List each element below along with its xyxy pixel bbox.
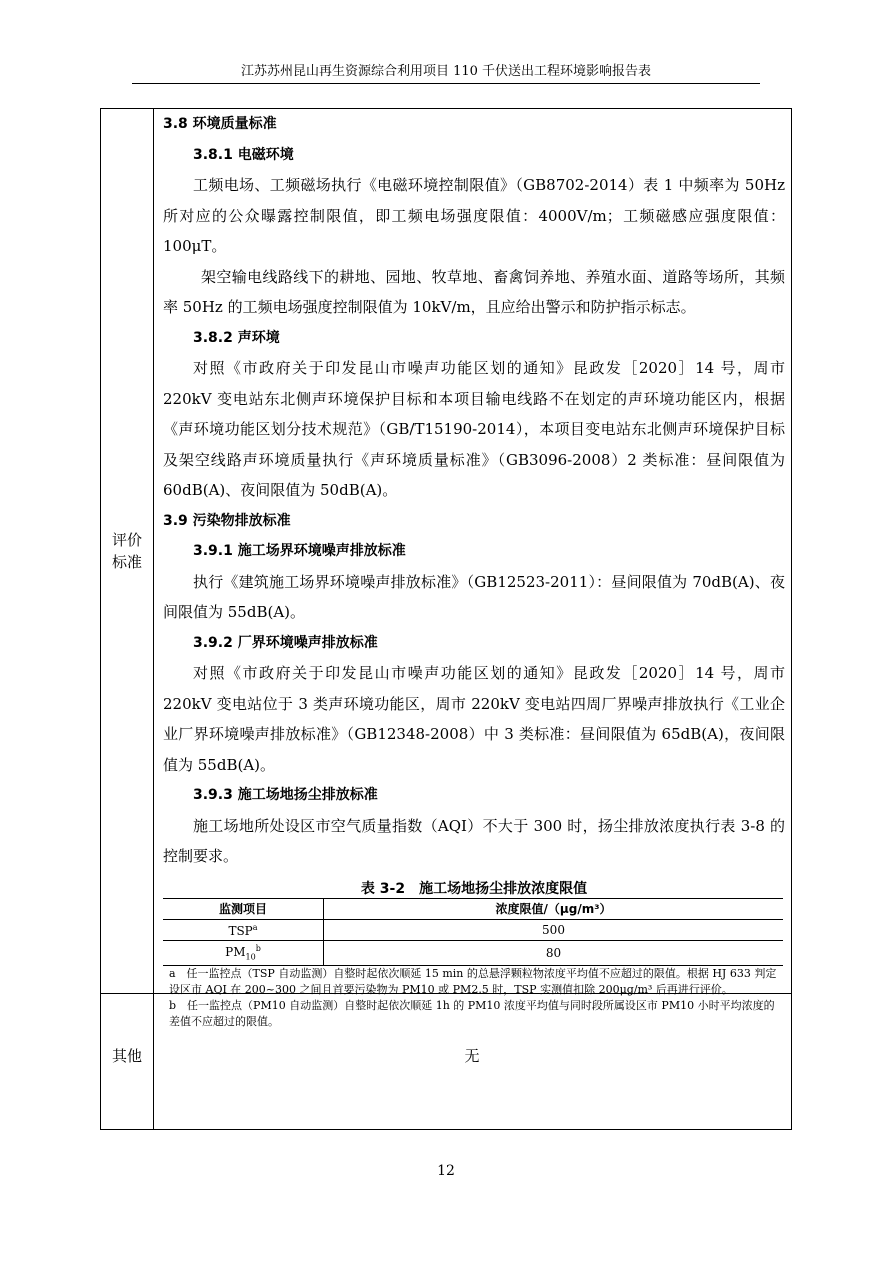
note-a: a 任一监控点（TSP 自动监测）自整时起依次顺延 15 min 的总悬浮颗粒物浓度平均值不应超过的限值。根据 HJ 633 判定设区市 AQI 在 200~300 之间且首要污染物为 PM10 或 PM2.5 时，TSP 实测值扣除 200μg/m³ 后再进行评价。 [169,966,777,996]
heading-3-9: 3.9 污染物排放标准 [163,512,291,529]
heading-3-9-2: 3.9.2 厂界环境噪声排放标准 [193,634,378,651]
other-value: 无 [464,1047,480,1065]
cell-value: 500 [324,919,784,940]
page-number: 12 [437,1163,455,1179]
label-evaluation-standard [101,529,153,573]
para-3-9-3: 施工场地所处设区市空气质量指数（AQI）不大于 300 时，扬尘排放浓度执行表 3-8 的控制要求。 [163,816,785,865]
cell-item: TSP$^a$ [163,919,324,940]
para-3-9-1: 执行《建筑施工场界环境噪声排放标准》（GB12523-2011）：昼间限值为 70dB(A)、夜间限值为 55dB(A)。 [163,572,785,621]
para-3-8-1-a: 工频电场、工频磁场执行《电磁环境控制限值》（GB8702-2014）表 1 中频率为 50Hz 所对应的公众曝露控制限值，即工频电场强度限值：4000V/m；工频磁感应强度限值：100μT。 [163,176,785,255]
table-row [163,919,783,940]
heading-3-9-1: 3.9.1 施工场界环境噪声排放标准 [193,543,406,559]
heading-3-9-3: 3.9.3 施工场地扬尘排放标准 [193,787,378,803]
cell-item: $PM_{10}^b$ [163,940,324,965]
para-3-8-1-b: 架空输电线路线下的耕地、园地、牧草地、畜禽饲养地、养殖水面、道路等场所，其频率 50Hz 的工频电场强度控制限值为 10kV/m，且应给出警示和防护指示标志。 [163,267,785,316]
table-caption: 表 3-2 施工场地扬尘排放浓度限值 [360,880,588,897]
evaluation-content [163,109,785,1030]
para-3-9-2: 对照《市政府关于印发昆山市噪声功能区划的通知》昆政发［2020］14 号，周市 220kV 变电站位于 3 类声环境功能区，周市 220kV 变电站四周厂界噪声排放执行《工业企业厂界环境噪声排放标准》（GB12348-2008）中 3 类标准：昼间限值为 65dB(A)，夜间限值为 55dB(A)。 [163,664,785,774]
dust-limit-table [163,898,783,966]
col-header-limit: 浓度限值/（μg/m³） [324,898,784,919]
table-header-row [163,898,783,919]
label-eval-line2: 标准 [111,553,142,571]
label-eval-line1: 评价 [111,531,142,549]
heading-3-8: 3.8 环境质量标准 [163,116,277,132]
label-other: 其他 [111,1047,142,1065]
page-header: 江苏苏州昆山再生资源综合利用项目 110 千伏送出工程环境影响报告表 [132,64,760,84]
table-row [163,940,783,965]
note-b: b 任一监控点（PM10 自动监测）自整时起依次顺延 1h 的 PM10 浓度平均值与同时段所属设区市 PM10 小时平均浓度的差值不应超过的限值。 [169,998,775,1028]
heading-3-8-2: 3.8.2 声环境 [193,329,280,346]
column-divider [153,109,154,1129]
cell-value: 80 [324,940,784,965]
table-notes [163,966,781,1030]
col-header-item: 监测项目 [163,898,324,919]
para-3-8-2: 对照《市政府关于印发昆山市噪声功能区划的通知》昆政发［2020］14 号，周市 220kV 变电站东北侧声环境保护目标和本项目输电线路不在划定的声环境功能区内，根据《声环境功能区划分技术规范》（GB/T15190-2014），本项目变电站东北侧声环境保护目标及架空线路声环境质量执行《声环境质量标准》（GB3096-2008）2 类标准：昼间限值为 60dB(A)、夜间限值为 50dB(A)。 [163,359,785,499]
heading-3-8-1: 3.8.1 电磁环境 [193,146,294,163]
report-table [100,108,792,1130]
